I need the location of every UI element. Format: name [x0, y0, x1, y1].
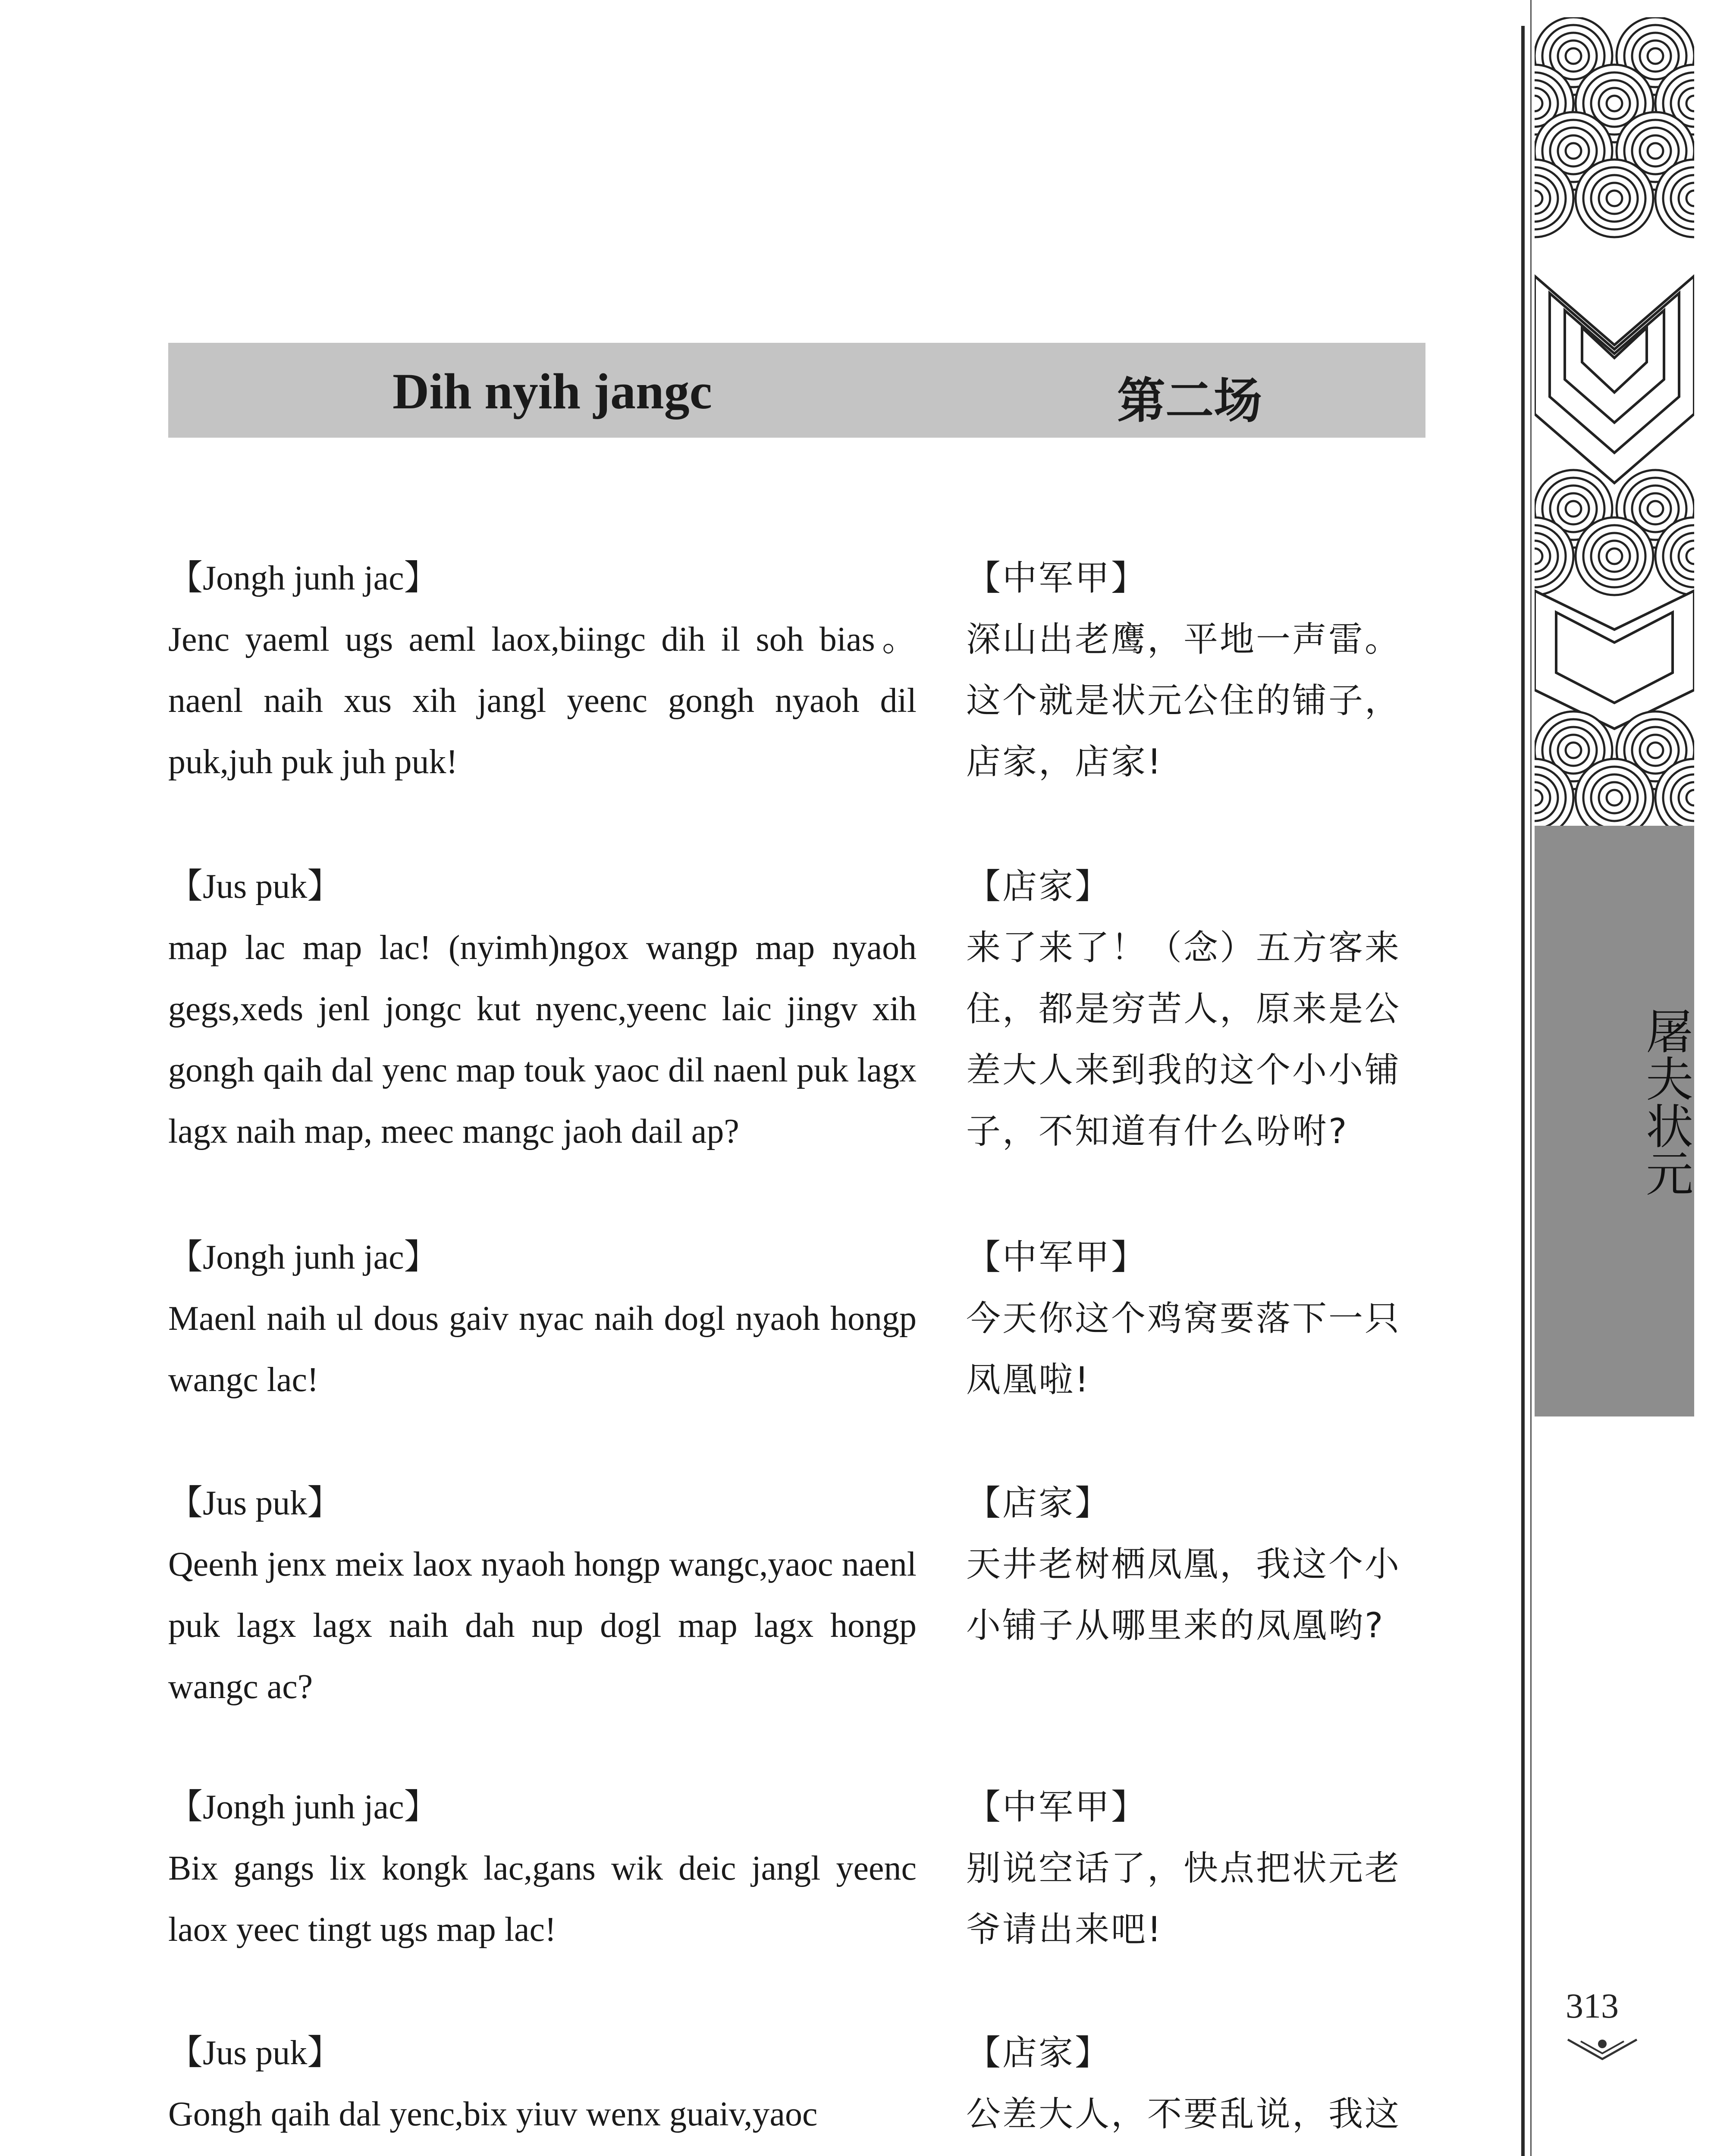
sidebar-tab [1535, 826, 1694, 1416]
dialogue-chinese-3 [966, 1227, 1428, 1410]
page-number: 313 [1566, 1986, 1619, 2025]
dialogue-dong-1 [168, 548, 917, 793]
dialogue-chinese-5 [966, 1777, 1428, 1960]
speaker-dong: 【Jongh junh jac】 [168, 1788, 439, 1826]
speaker-chinese: 【中军甲】 [966, 1787, 1147, 1827]
line-chinese: 公差大人，不要乱说，我这 [966, 2094, 1401, 2134]
line-chinese: 别说空话了，快点把状元老爷请出来吧! [966, 1848, 1401, 1949]
line-dong: Maenl naih ul dous gaiv nyac naih dogl nyaoh hongp wangc lac! [168, 1300, 917, 1399]
speaker-chinese: 【店家】 [966, 2033, 1111, 2073]
page-number-ornament [1563, 2035, 1641, 2061]
line-chinese: 天井老树栖凤凰，我这个小小铺子从哪里来的凤凰哟? [966, 1544, 1401, 1645]
line-chinese: 今天你这个鸡窝要落下一只凤凰啦! [966, 1298, 1401, 1400]
margin-rule-thick [1521, 26, 1525, 2156]
speaker-chinese: 【店家】 [966, 1483, 1111, 1523]
speaker-dong: 【Jongh junh jac】 [168, 1238, 439, 1276]
dialogue-chinese-4 [966, 1473, 1428, 1656]
line-chinese: 深山出老鹰，平地一声雷。这个就是状元公住的铺子，店家，店家! [966, 619, 1401, 782]
scene-title-chinese: 第二场 [1117, 373, 1262, 429]
speaker-chinese: 【中军甲】 [966, 1237, 1147, 1277]
book-title: 屠夫状元 [1638, 1007, 1693, 1197]
scene-title-dong: Dih nyih jangc [392, 363, 712, 420]
dialogue-chinese-1 [966, 548, 1428, 793]
cloud-pattern-ornament [1535, 17, 1694, 826]
speaker-dong: 【Jus puk】 [168, 1484, 342, 1522]
speaker-dong: 【Jongh junh jac】 [168, 559, 439, 597]
line-chinese: 来了来了！（念）五方客来住，都是穷苦人，原来是公差大人来到我的这个小小铺子，不知道有什么吩咐? [966, 928, 1401, 1151]
speaker-chinese: 【店家】 [966, 866, 1111, 906]
line-dong: Bix gangs lix kongk lac,gans wik deic jangl yeenc laox yeec tingt ugs map lac! [168, 1849, 917, 1949]
line-dong: map lac map lac! (nyimh)ngox wangp map nyaoh gegs,xeds jenl jongc kut nyenc,yeenc laic jingv xih gongh qaih dal yenc map touk yaoc dil naenl puk lagx lagx naih map, meec mangc jaoh dail ap? [168, 929, 917, 1150]
line-dong: Jenc yaeml ugs aeml laox,biingc dih il soh bias。naenl naih xus xih jangl yeenc gongh nyaoh dil puk,juh puk juh puk! [168, 620, 917, 781]
line-dong: Qeenh jenx meix laox nyaoh hongp wangc,yaoc naenl puk lagx lagx naih dah nup dogl map lagx hongp wangc ac? [168, 1545, 917, 1706]
dialogue-dong-4 [168, 1473, 917, 1717]
speaker-chinese: 【中军甲】 [966, 558, 1147, 598]
speaker-dong: 【Jus puk】 [168, 2034, 342, 2072]
dialogue-chinese-6 [966, 2022, 1428, 2145]
dialogue-dong-3 [168, 1227, 917, 1410]
line-dong: Gongh qaih dal yenc,bix yiuv wenx guaiv,yaoc [168, 2095, 818, 2133]
dialogue-dong-6 [168, 2022, 917, 2145]
scene-header [168, 343, 1425, 438]
margin-rule-thin [1530, 0, 1532, 2156]
speaker-dong: 【Jus puk】 [168, 868, 342, 906]
dialogue-dong-2 [168, 856, 917, 1162]
dialogue-chinese-2 [966, 856, 1428, 1162]
dialogue-dong-5 [168, 1777, 917, 1960]
